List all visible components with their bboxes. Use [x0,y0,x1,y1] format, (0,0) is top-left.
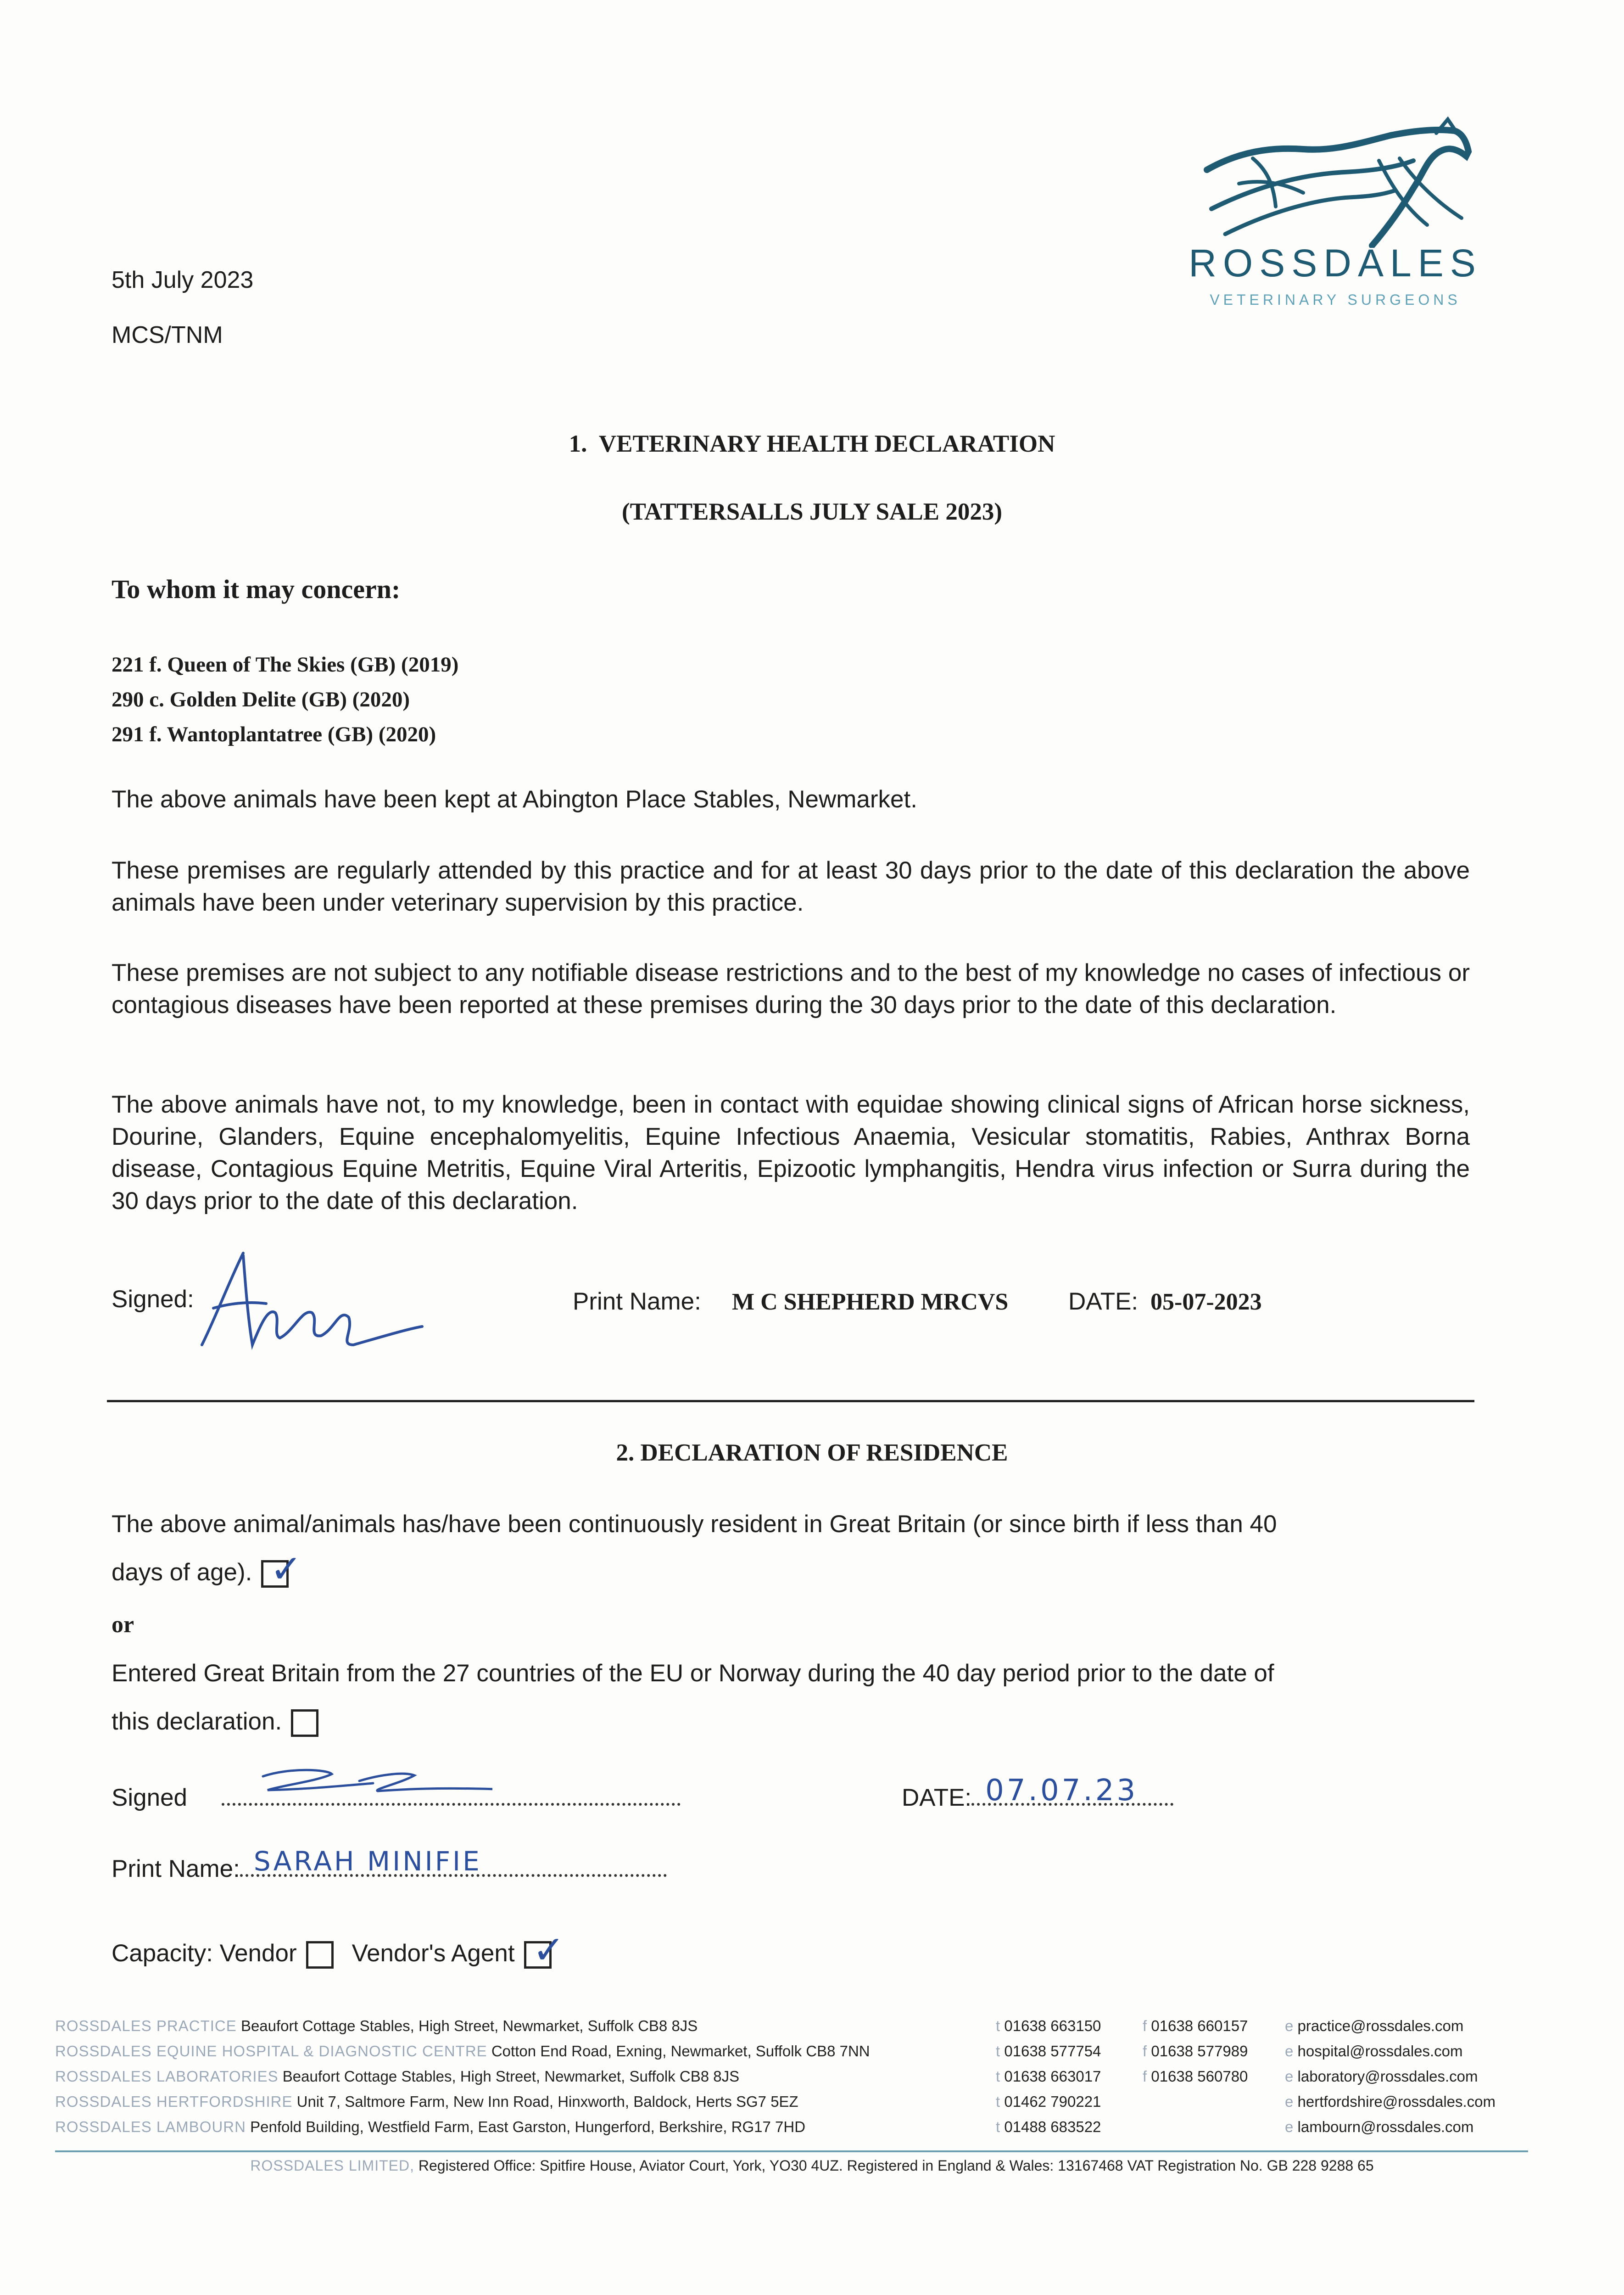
signature-line[interactable] [222,1781,681,1806]
capacity-field [112,1927,565,1972]
footer-email: practice@rossdales.com [1297,2017,1464,2034]
entered-checkbox[interactable] [291,1709,318,1737]
print-name-value: M C SHEPHERD MRCVS [732,1289,1009,1315]
footer-label: ROSSDALES HERTFORDSHIRE [55,2093,293,2110]
list-item: 290 c. Golden Delite (GB) (2020) [112,688,410,711]
date2-input[interactable] [971,1774,1173,1808]
checkmark-icon: ✓ [270,1546,302,1591]
footer-fax: 01638 577989 [1151,2043,1248,2060]
date2-value: 07.07.23 [985,1774,1138,1808]
section-divider [107,1400,1474,1402]
paragraph-premises: The above animals have been kept at Abington Place Stables, Newmarket. [112,786,917,813]
section2-title: 2. DECLARATION OF RESIDENCE [616,1439,1008,1466]
brand-name: ROSSDALES [1189,241,1482,285]
print-name2-field [112,1846,667,1883]
or-label: or [112,1612,134,1638]
residence-option-1 [112,1546,302,1591]
vet-signature [188,1239,427,1359]
footer-address: Beaufort Cottage Stables, High Street, Newmarket, Suffolk CB8 8JS [282,2068,740,2085]
footer-row: ROSSDALES LAMBOURN Penfold Building, Westfield Farm, East Garston, Hungerford, Berkshire, RG17 7HD t 01488 683522 e lambourn@rossdales.com [55,2118,1474,2135]
residence-option-2-label: this declaration. [112,1708,282,1735]
letter-reference: MCS/TNM [112,322,223,348]
signed2-label: Signed [112,1784,188,1811]
registered-label: ROSSDALES LIMITED, [250,2157,414,2174]
registered-office [0,2157,1624,2174]
footer-phone: 01488 683522 [1004,2118,1101,2135]
footer-row: ROSSDALES PRACTICE Beaufort Cottage Stables, High Street, Newmarket, Suffolk CB8 8JS t 01638 663150 f 01638 660157 e practice@rossdales.com [55,2017,1464,2034]
footer-address: Cotton End Road, Exning, Newmarket, Suffolk CB8 7NN [491,2043,870,2060]
footer-fax: 01638 560780 [1151,2068,1248,2085]
footer-email: hospital@rossdales.com [1297,2043,1463,2060]
footer-email: lambourn@rossdales.com [1297,2118,1474,2135]
paragraph-restrictions: These premises are not subject to any notifiable disease restrictions and to the best of my knowledge no cases of infectious or contagious diseases have been reported at these premises during the 30 days prior to the date of this declaration. [112,959,1470,1019]
section1-title: 1. VETERINARY HEALTH DECLARATION [569,431,1055,457]
animal-list [112,647,458,752]
footer-address: Unit 7, Saltmore Farm, New Inn Road, Hinxworth, Baldock, Herts SG7 5EZ [296,2093,798,2110]
footer-phone: 01638 663017 [1004,2068,1101,2085]
print-name2-value: SARAH MINIFIE [253,1846,482,1877]
date2-label: DATE: [902,1784,972,1811]
residence-option-1-text: The above animal/animals has/have been continuously resident in Great Britain (or since birth if less than 40 [112,1511,1277,1538]
paragraph-contact: The above animals have not, to my knowledge, been in contact with equidae showing clinical signs of African horse sickness, Dourine, Glanders, Equine encephalomyelitis, Equine Infectious Anaemia, Vesicular stomatitis, Rabies, Anthrax Borna disease, Contagious Equine Metritis, Equine Viral Arteritis, Epizootic lymphangitis, Hendra virus infection or Surra during the 30 days prior to the date of this declaration. [112,1091,1470,1215]
date2-field [902,1774,1173,1812]
checkmark-icon: ✓ [532,1927,565,1972]
agent-label: Vendor's Agent [352,1940,515,1967]
residence-option-2 [112,1707,318,1737]
footer-address: Beaufort Cottage Stables, High Street, Newmarket, Suffolk CB8 8JS [240,2017,698,2034]
footer-label: ROSSDALES LAMBOURN [55,2118,246,2135]
company-logo [1189,115,1482,330]
residence-option-2-text: Entered Great Britain from the 27 countries of the EU or Norway during the 40 day period prior to the date of [112,1660,1274,1687]
footer-fax: 01638 660157 [1151,2017,1248,2034]
footer-row: ROSSDALES EQUINE HOSPITAL & DIAGNOSTIC CENTRE Cotton End Road, Exning, Newmarket, Suffolk CB8 7NN t 01638 577754 f 01638 577989 e hospital@rossdales.com [55,2043,1463,2060]
footer-label: ROSSDALES LABORATORIES [55,2068,279,2085]
letter-date: 5th July 2023 [112,267,254,293]
print-name-label: Print Name: [573,1288,701,1315]
print-name2-label: Print Name: [112,1855,240,1882]
footer-phone: 01638 663150 [1004,2017,1101,2034]
footer-divider [55,2150,1528,2152]
footer-phone: 01638 577754 [1004,2043,1101,2060]
print-name2-input[interactable] [240,1846,667,1877]
footer-label: ROSSDALES PRACTICE [55,2017,237,2034]
signed-label: Signed: [112,1286,194,1313]
vendor-checkbox[interactable] [306,1941,334,1969]
agent-checkbox[interactable] [524,1927,565,1972]
footer-address: Penfold Building, Westfield Farm, East Garston, Hungerford, Berkshire, RG17 7HD [250,2118,806,2135]
footer-phone: 01462 790221 [1004,2093,1101,2110]
section1-subtitle: (TATTERSALLS JULY SALE 2023) [621,498,1003,525]
horse-logo-icon [1198,115,1473,248]
footer-label: ROSSDALES EQUINE HOSPITAL & DIAGNOSTIC CENTRE [55,2043,487,2060]
vendor-signature [254,1763,492,1804]
salutation: To whom it may concern: [112,574,401,604]
resident-checkbox[interactable] [261,1546,302,1591]
declaration-date: 05-07-2023 [1150,1289,1262,1315]
footer-email: laboratory@rossdales.com [1297,2068,1478,2085]
paragraph-supervision: These premises are regularly attended by this practice and for at least 30 days prior to the date of this declaration the above animals have been under veterinary supervision by this practice. [112,857,1470,916]
residence-option-1-label: days of age). [112,1559,252,1586]
footer-row: ROSSDALES HERTFORDSHIRE Unit 7, Saltmore Farm, New Inn Road, Hinxworth, Baldock, Herts SG7 5EZ t 01462 790221 e hertfordshire@rossdales.com [55,2093,1496,2110]
signed2-field [112,1781,681,1812]
capacity-label: Capacity: Vendor [112,1940,297,1967]
registered-text: Registered Office: Spitfire House, Aviator Court, York, YO30 4UZ. Registered in England & Wales: 13167468 VAT Registration No. GB 228 9288 65 [418,2157,1374,2174]
footer-row: ROSSDALES LABORATORIES Beaufort Cottage Stables, High Street, Newmarket, Suffolk CB8 8JS t 01638 663017 f 01638 560780 e laboratory@rossdales.com [55,2068,1478,2085]
brand-tagline: VETERINARY SURGEONS [1210,291,1461,308]
list-item: 221 f. Queen of The Skies (GB) (2019) [112,653,459,677]
date-label: DATE: [1068,1288,1138,1315]
list-item: 291 f. Wantoplantatree (GB) (2020) [112,722,436,746]
footer-email: hertfordshire@rossdales.com [1297,2093,1496,2110]
